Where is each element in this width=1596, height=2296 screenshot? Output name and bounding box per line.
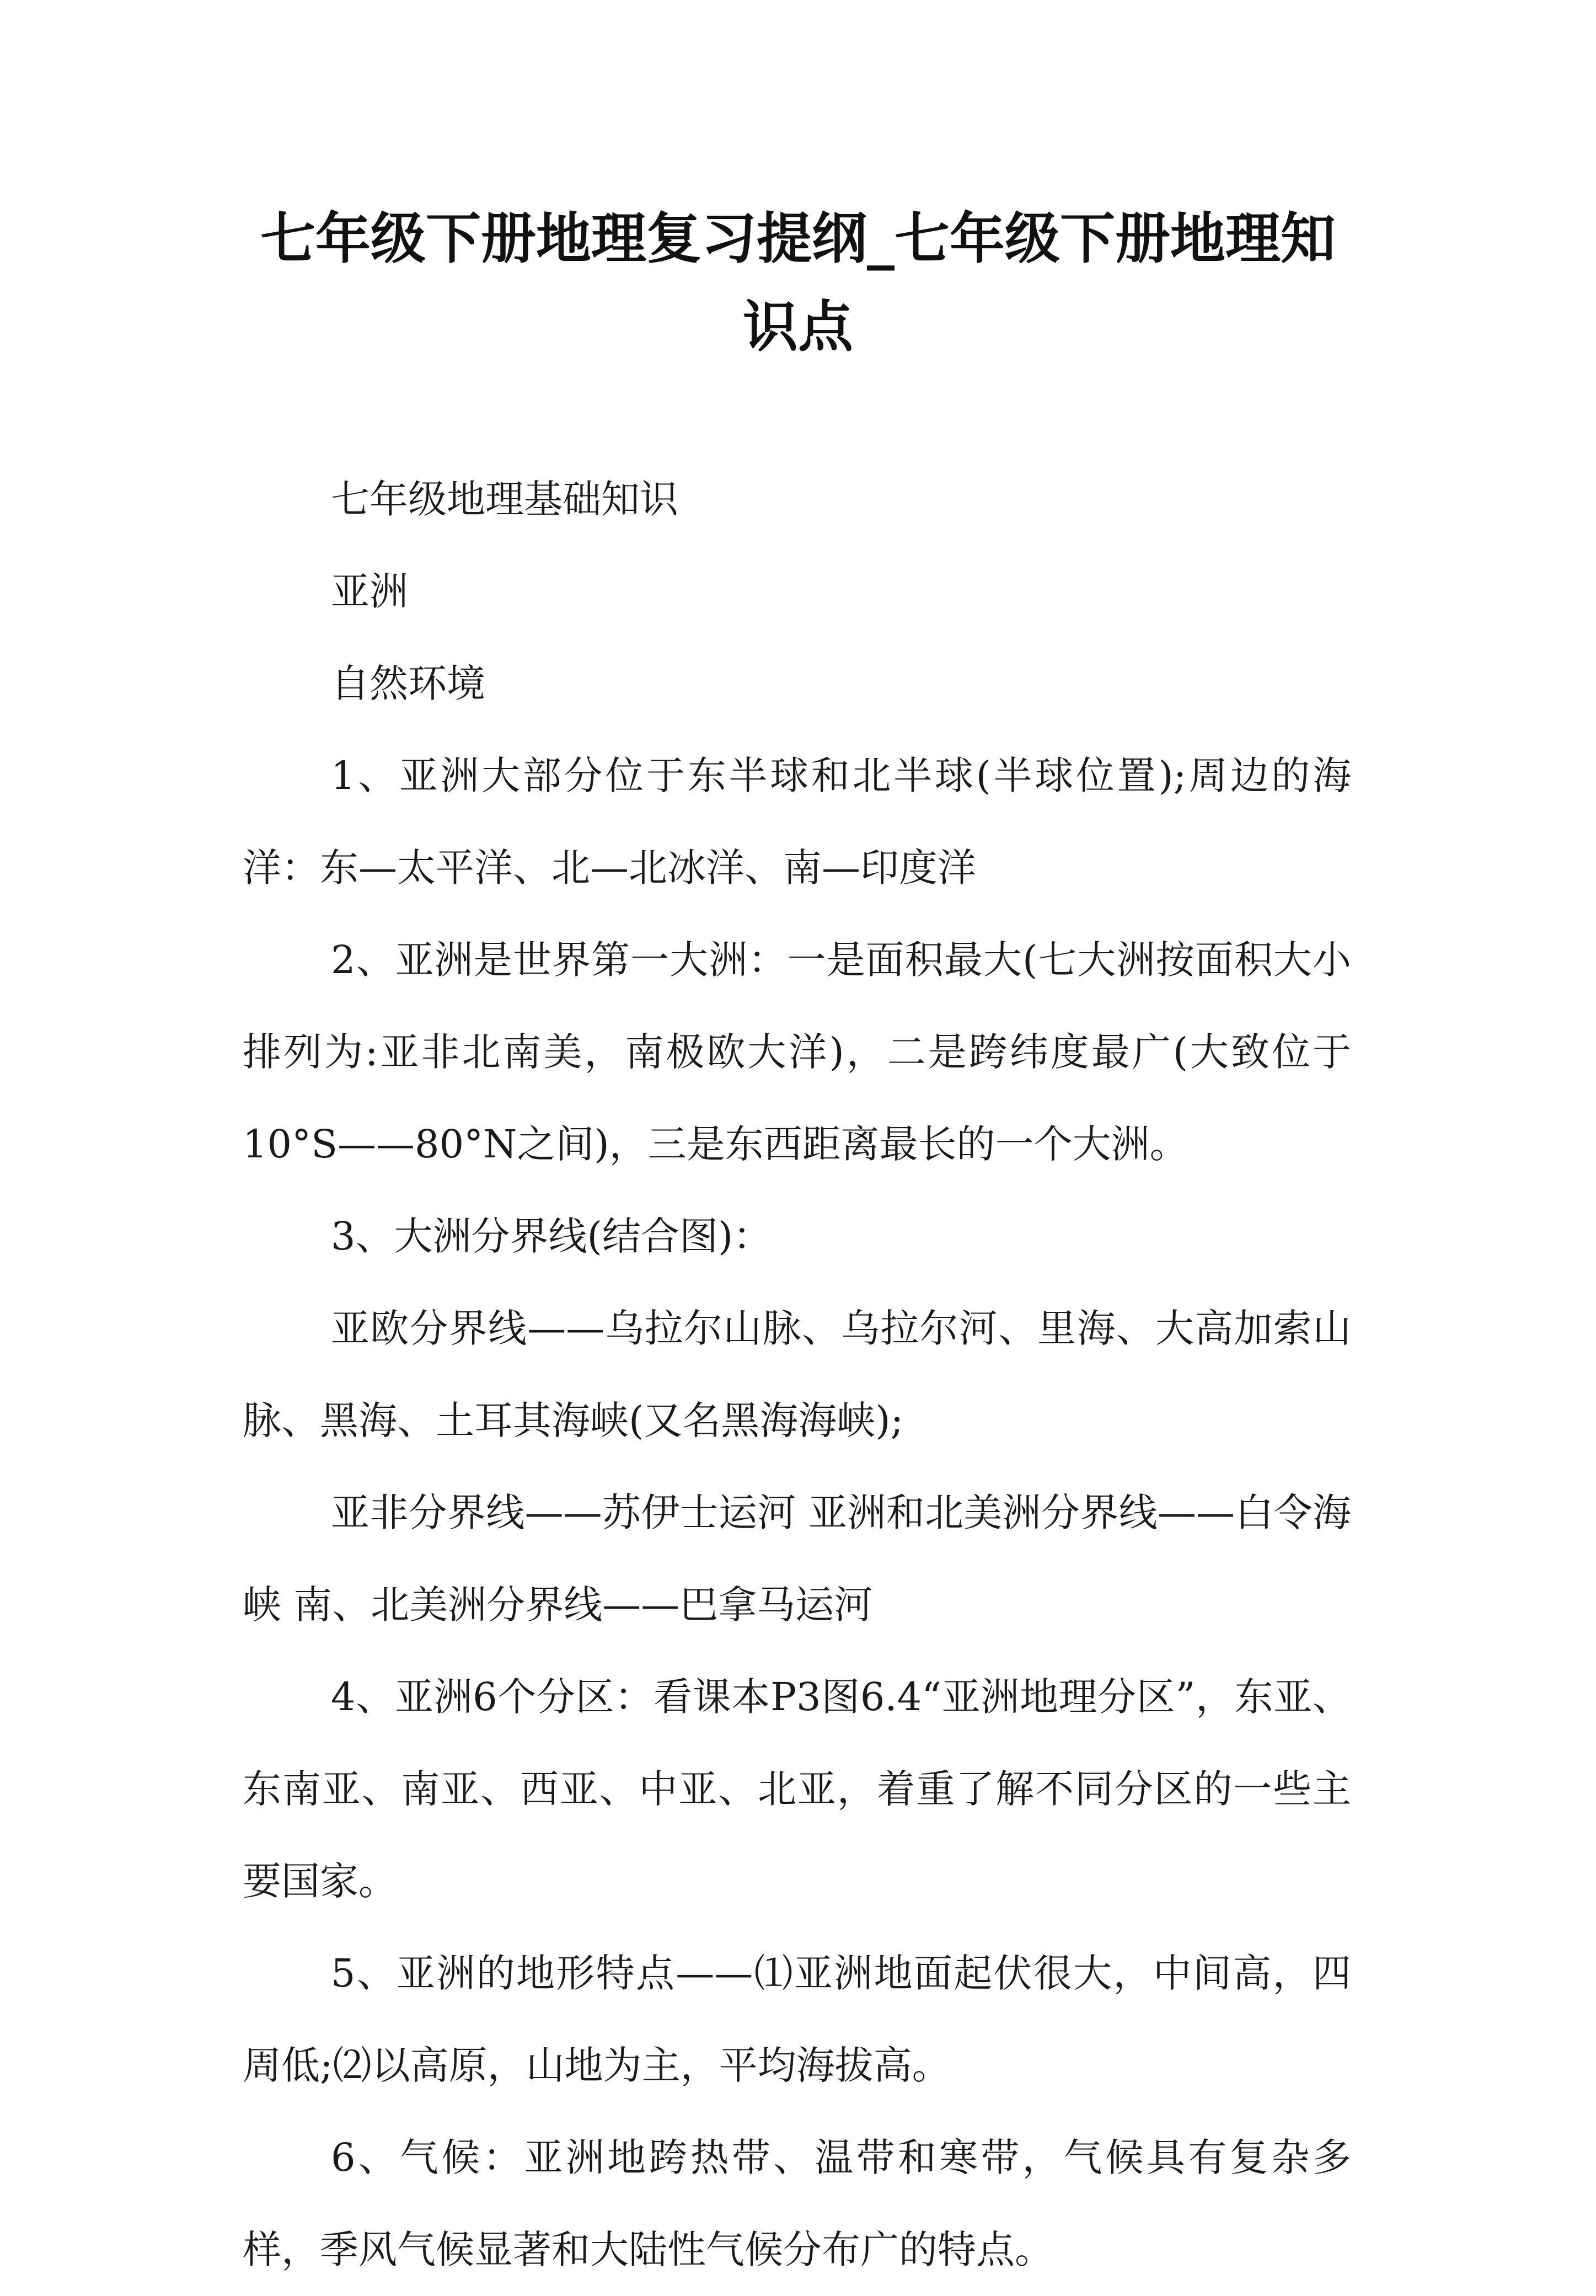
section-heading-basics: 七年级地理基础知识 — [331, 477, 678, 522]
section-heading-natural-environment: 自然环境 — [331, 661, 485, 706]
paragraph-other-boundaries: 亚非分界线——苏伊士运河 亚洲和北美洲分界线——白令海峡 南、北美洲分界线——巴拿马运河 — [243, 1490, 1351, 1627]
paragraph-climate: 6、气候：亚洲地跨热带、温带和寒带，气候具有复杂多样，季风气候显著和大陆性气候分布广的特点。 — [243, 2135, 1351, 2272]
paragraph-hemisphere-location: 1、亚洲大部分位于东半球和北半球(半球位置);周边的海洋：东—太平洋、北—北冰洋、南—印度洋 — [243, 753, 1351, 890]
document-title: 七年级下册地理复习提纲_七年级下册地理知识点 — [260, 206, 1336, 359]
paragraph-terrain: 5、亚洲的地形特点——⑴亚洲地面起伏很大，中间高，四周低;⑵以高原，山地为主，平均海拔高。 — [243, 1951, 1351, 2088]
paragraph-regions: 4、亚洲6个分区：看课本P3图6.4“亚洲地理分区”，东亚、东南亚、南亚、西亚、中亚、北亚，着重了解不同分区的一些主要国家。 — [243, 1674, 1351, 1904]
document-body — [243, 453, 1351, 2296]
paragraph-boundaries-intro: 3、大洲分界线(结合图)： — [331, 1214, 772, 1259]
section-heading-asia: 亚洲 — [331, 569, 408, 614]
paragraph-largest-continent: 2、亚洲是世界第一大洲：一是面积最大(七大洲按面积大小排列为:亚非北南美，南极欧大洋)，二是跨纬度最广(大致位于10°S——80°N之间)，三是东西距离最长的一个大洲。 — [243, 937, 1351, 1167]
paragraph-asia-europe-boundary: 亚欧分界线——乌拉尔山脉、乌拉尔河、里海、大高加索山脉、黑海、土耳其海峡(又名黑海海峡); — [243, 1306, 1351, 1443]
